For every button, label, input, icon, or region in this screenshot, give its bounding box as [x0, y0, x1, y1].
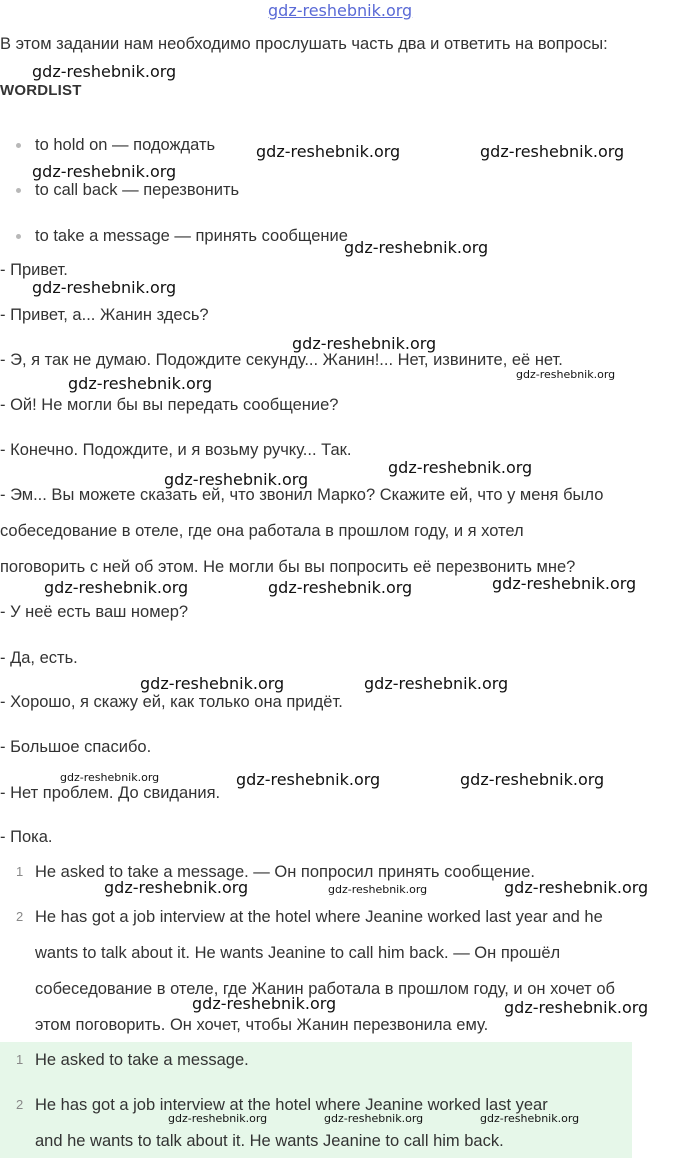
watermark: gdz-reshebnik.org: [268, 578, 413, 597]
dialogue-line: - Привет.: [0, 261, 68, 279]
answer-number: 1: [16, 864, 24, 879]
watermark: gdz-reshebnik.org: [328, 883, 428, 896]
watermark: gdz-reshebnik.org: [32, 162, 177, 181]
answer-number: 2: [16, 909, 24, 924]
wordlist-item: to take a message — принять сообщение: [35, 227, 348, 245]
answer-line: He asked to take a message. — Он попросил принять сообщение.: [35, 863, 535, 881]
dialogue-line: - Привет, а... Жанин здесь?: [0, 306, 209, 324]
intro-text: В этом задании нам необходимо прослушать часть два и ответить на вопросы:: [0, 35, 608, 53]
dialogue-line: - Конечно. Подождите, и я возьму ручку... Так.: [0, 441, 352, 459]
dialogue-line: - Ой! Не могли бы вы передать сообщение?: [0, 396, 339, 414]
watermark: gdz-reshebnik.org: [460, 770, 605, 789]
watermark: gdz-reshebnik.org: [236, 770, 381, 789]
watermark: gdz-reshebnik.org: [164, 470, 309, 489]
watermark: gdz-reshebnik.org: [324, 1112, 424, 1125]
dialogue-line: - Большое спасибо.: [0, 738, 152, 756]
dialogue-line: - Да, есть.: [0, 649, 78, 667]
highlight-line: He has got a job interview at the hotel where Jeanine worked last year: [35, 1096, 548, 1114]
bullet-icon: [16, 234, 21, 239]
wordlist-item: to hold on — подождать: [35, 136, 216, 154]
dialogue-line: - Э, я так не думаю. Подождите секунду... Жанин!... Нет, извините, её нет.: [0, 351, 563, 369]
watermark: gdz-reshebnik.org: [192, 994, 337, 1013]
watermark: gdz-reshebnik.org: [104, 878, 249, 897]
watermark: gdz-reshebnik.org: [60, 771, 160, 784]
watermark: gdz-reshebnik.org: [32, 62, 177, 81]
watermark: gdz-reshebnik.org: [504, 998, 649, 1017]
dialogue-line: - Нет проблем. До свидания.: [0, 784, 221, 802]
watermark: gdz-reshebnik.org: [292, 334, 437, 353]
watermark: gdz-reshebnik.org: [504, 878, 649, 897]
watermark: gdz-reshebnik.org: [480, 1112, 580, 1125]
wordlist-title: WORDLIST: [0, 82, 82, 99]
watermark: gdz-reshebnik.org: [364, 674, 509, 693]
watermark: gdz-reshebnik.org: [168, 1112, 268, 1125]
dialogue-line: собеседование в отеле, где она работала в прошлом году, и я хотел: [0, 522, 524, 540]
watermark: gdz-reshebnik.org: [68, 374, 213, 393]
watermark: gdz-reshebnik.org: [44, 578, 189, 597]
watermark: gdz-reshebnik.org: [388, 458, 533, 477]
dialogue-line: - У неё есть ваш номер?: [0, 603, 189, 621]
site-link[interactable]: gdz-reshebnik.org: [268, 1, 413, 20]
wordlist-item: to call back — перезвонить: [35, 181, 240, 199]
answer-line: этом поговорить. Он хочет, чтобы Жанин перезвонила ему.: [35, 1016, 489, 1034]
highlight-line: He asked to take a message.: [35, 1051, 249, 1069]
watermark: gdz-reshebnik.org: [32, 278, 177, 297]
answer-line: He has got a job interview at the hotel where Jeanine worked last year and he: [35, 908, 603, 926]
watermark: gdz-reshebnik.org: [256, 142, 401, 161]
dialogue-line: поговорить с ней об этом. Не могли бы вы попросить её перезвонить мне?: [0, 558, 576, 576]
answer-line: wants to talk about it. He wants Jeanine to call him back. — Он прошёл: [35, 944, 561, 962]
watermark: gdz-reshebnik.org: [516, 368, 616, 381]
highlight-number: 1: [16, 1052, 24, 1067]
watermark: gdz-reshebnik.org: [344, 238, 489, 257]
highlight-line: and he wants to talk about it. He wants Jeanine to call him back.: [35, 1132, 504, 1150]
bullet-icon: [16, 188, 21, 193]
highlight-number: 2: [16, 1097, 24, 1112]
watermark: gdz-reshebnik.org: [480, 142, 625, 161]
dialogue-line: - Пока.: [0, 828, 53, 846]
answer-line: собеседование в отеле, где Жанин работала в прошлом году, и он хочет об: [35, 980, 615, 998]
dialogue-line: - Хорошо, я скажу ей, как только она придёт.: [0, 693, 343, 711]
dialogue-line: - Эм... Вы можете сказать ей, что звонил Марко? Скажите ей, что у меня было: [0, 486, 604, 504]
watermark: gdz-reshebnik.org: [140, 674, 285, 693]
watermark: gdz-reshebnik.org: [492, 574, 637, 593]
bullet-icon: [16, 143, 21, 148]
